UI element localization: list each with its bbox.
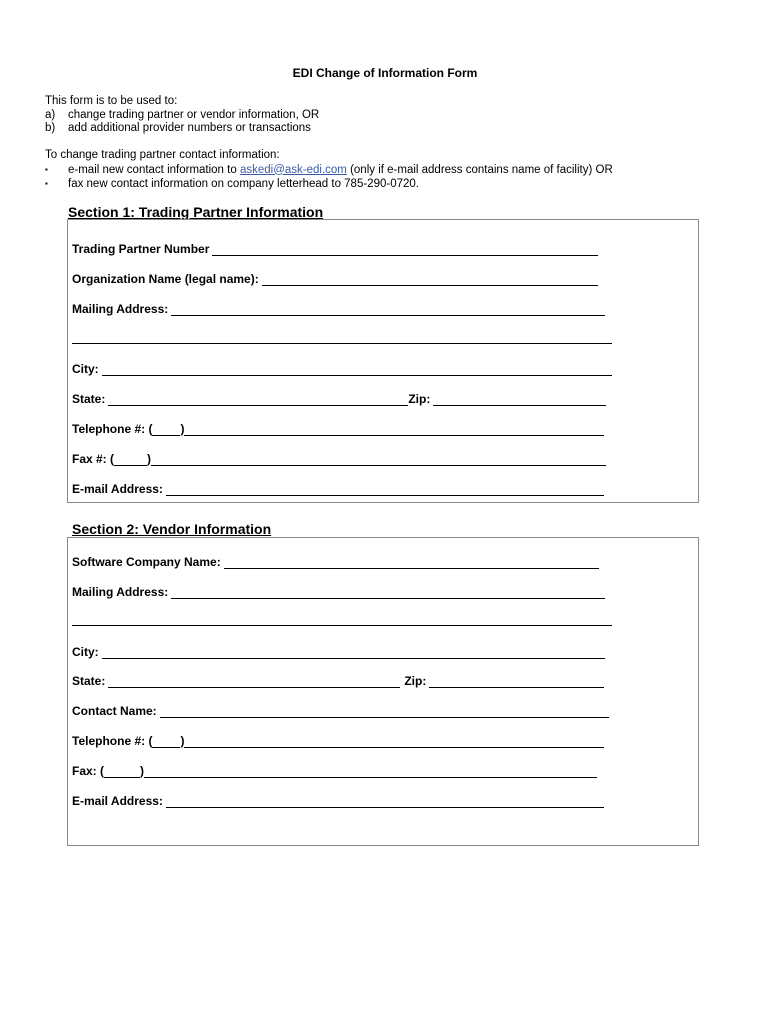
bullet-icon: ▪ — [45, 179, 48, 188]
input-line[interactable] — [151, 453, 606, 466]
area-code-line[interactable] — [104, 765, 140, 778]
field-label: E-mail Address: — [72, 482, 163, 496]
section1-title: Section 1: Trading Partner Information — [68, 204, 324, 220]
telephone-field[interactable] — [72, 420, 604, 436]
field-label: Trading Partner Number — [72, 242, 210, 256]
field-label: E-mail Address: — [72, 794, 163, 808]
field-label: State: — [72, 674, 106, 688]
software-company-field[interactable] — [72, 553, 599, 569]
vendor-email-field[interactable] — [72, 792, 604, 808]
input-line[interactable] — [144, 765, 597, 778]
area-code-line[interactable] — [152, 423, 180, 436]
close-paren: ) — [180, 422, 185, 436]
option-text: add additional provider numbers or transactions — [68, 122, 311, 134]
field-label: Mailing Address: — [72, 302, 169, 316]
email-link[interactable]: askedi@ask-edi.com — [239, 163, 347, 176]
area-code-line[interactable] — [114, 453, 147, 466]
close-paren: ) — [140, 764, 145, 778]
input-line[interactable] — [102, 646, 605, 659]
contact-bullet-email — [45, 163, 613, 178]
city-field[interactable] — [72, 360, 612, 376]
field-label: Fax #: ( — [72, 452, 115, 466]
intro-lead: This form is to be used to: — [45, 95, 178, 107]
field-label: Fax: ( — [72, 764, 105, 778]
field-label: Telephone #: ( — [72, 422, 153, 436]
vendor-city-field[interactable] — [72, 643, 605, 659]
organization-name-field[interactable] — [72, 270, 598, 286]
field-label: Software Company Name: — [72, 555, 221, 569]
input-line[interactable] — [262, 273, 598, 286]
email-field[interactable] — [72, 480, 604, 496]
vendor-fax-field[interactable] — [72, 762, 597, 778]
contact-block — [45, 149, 613, 192]
input-line[interactable] — [102, 363, 612, 376]
field-label: City: — [72, 362, 99, 376]
contact-name-field[interactable] — [72, 702, 609, 718]
area-code-line[interactable] — [152, 735, 180, 748]
intro-option-b — [45, 122, 319, 136]
bullet-text-pre: e-mail new contact information to — [68, 163, 240, 176]
field-label: Telephone #: ( — [72, 734, 153, 748]
contact-bullet-fax — [45, 177, 613, 192]
vendor-telephone-field[interactable] — [72, 732, 604, 748]
contact-lead: To change trading partner contact information: — [45, 149, 280, 161]
vendor-state-zip-field[interactable] — [72, 672, 604, 688]
option-label: b) — [45, 122, 56, 134]
zip-input-line[interactable] — [429, 675, 604, 688]
zip-input-line[interactable] — [433, 393, 606, 406]
input-line[interactable] — [184, 735, 604, 748]
bullet-text-post: (only if e-mail address contains name of facility) OR — [346, 163, 613, 176]
field-label: City: — [72, 645, 99, 659]
field-label: State: — [72, 392, 106, 406]
zip-label: Zip: — [408, 392, 431, 406]
mailing-address-field[interactable] — [72, 300, 605, 316]
field-label: Organization Name (legal name): — [72, 272, 259, 286]
option-text: change trading partner or vendor information, OR — [68, 108, 320, 121]
vendor-mailing-address-line-2[interactable] — [72, 625, 612, 626]
close-paren: ) — [147, 452, 152, 466]
state-input-line[interactable] — [108, 393, 408, 406]
close-paren: ) — [180, 734, 185, 748]
field-label: Mailing Address: — [72, 585, 169, 599]
input-line[interactable] — [224, 556, 599, 569]
intro-option-a — [45, 109, 319, 123]
input-line[interactable] — [171, 303, 605, 316]
trading-partner-number-field[interactable] — [72, 240, 598, 256]
input-line[interactable] — [166, 483, 604, 496]
mailing-address-line-2[interactable] — [72, 343, 612, 344]
field-label: Contact Name: — [72, 704, 157, 718]
state-input-line[interactable] — [108, 675, 400, 688]
fax-field[interactable] — [72, 450, 606, 466]
input-line[interactable] — [166, 795, 604, 808]
intro-block — [45, 95, 319, 136]
section2-title: Section 2: Vendor Information — [72, 521, 272, 537]
option-label: a) — [45, 108, 56, 121]
input-line[interactable] — [160, 705, 609, 718]
state-zip-field[interactable] — [72, 390, 606, 406]
input-line[interactable] — [184, 423, 604, 436]
input-line[interactable] — [212, 243, 598, 256]
bullet-text: fax new contact information on company letterhead to 785-290-0720. — [68, 178, 419, 190]
page-title: EDI Change of Information Form — [292, 66, 478, 80]
vendor-mailing-address-field[interactable] — [72, 583, 605, 599]
input-line[interactable] — [171, 586, 605, 599]
bullet-icon: ▪ — [45, 164, 48, 174]
zip-label: Zip: — [404, 674, 427, 688]
